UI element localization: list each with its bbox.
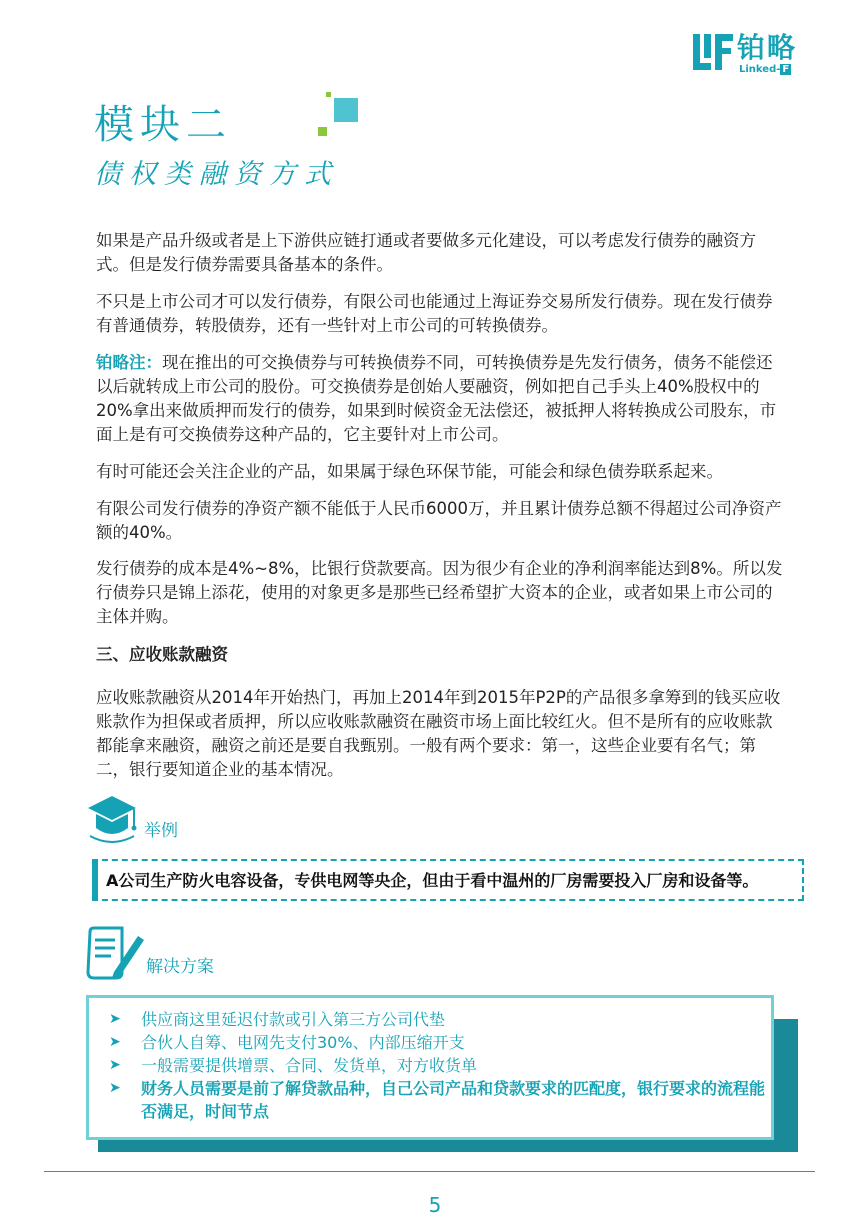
paragraph-green-bond: 有时可能还会关注企业的产品，如果属于绿色环保节能，可能会和绿色债券联系起来。 [96, 462, 723, 481]
paragraph-receivables-financing: 应收账款融资从2014年开始热门，再加上2014年到2015年P2P的产品很多拿筹到的钱买应收账款作为担保或者质押，所以应收账款融资在融资市场上面比较红火。但不是所有的应收账款都能拿来融资，融资之前还是要自我甄别。一般有两个要求：第一，这些企业要有名气；第二，银行要知道企业的基本情况。 [96, 688, 781, 779]
solution-item [89, 1054, 771, 1077]
logo-english-badge: F [782, 64, 790, 75]
graduation-cap-icon [86, 792, 138, 848]
paragraph-linked-note [96, 351, 786, 447]
example-text: A公司生产防火电容设备，专供电网等央企，但由于看中温州的厂房需要投入厂房和设备等。 [106, 871, 759, 890]
note-text: 现在推出的可交换债券与可转换债券不同，可转换债券是先发行债务，债务不能偿还以后就转成上市公司的股份。可交换债券是创始人要融资，例如把自己手头上40%股权中的20%拿出来做质押而发行的债券，如果到时候资金无法偿还，被抵押人将转换成公司股东，市面上是有可交换债券这种产品的，它主要针对上市公司。 [96, 353, 777, 444]
logo-english-name [739, 64, 791, 76]
example-label: 举例 [144, 821, 178, 841]
paragraph-bond-issuance-intro: 如果是产品升级或者是上下游供应链打通或者要做多元化建设，可以考虑发行债券的融资方式。但是发行债券需要具备基本的条件。 [96, 231, 756, 274]
module-subtitle: 债权类融资方式 [94, 159, 339, 190]
logo-mark-icon [693, 34, 733, 70]
solution-box [86, 995, 774, 1140]
module-title: 模块二 [94, 102, 232, 148]
paragraph-net-assets: 有限公司发行债券的净资产额不能低于人民币6000万，并且累计债券总额不得超过公司净资产额的40%。 [96, 499, 782, 542]
example-box [92, 859, 804, 901]
solution-list [89, 1008, 771, 1123]
solution-item-text: 供应商这里延迟付款或引入第三方公司代垫 [141, 1010, 446, 1029]
solution-item-text: 一般需要提供增票、合同、发货单，对方收货单 [141, 1056, 478, 1075]
paragraph-bond-types: 不只是上市公司才可以发行债券，有限公司也能通过上海证券交易所发行债券。现在发行债券有普通债券，转股债券，还有一些针对上市公司的可转换债券。 [96, 292, 773, 335]
solution-item [89, 1077, 771, 1123]
logo-english-text: Linked- [739, 64, 781, 75]
arrow-bullet-icon: ➤ [109, 1011, 121, 1027]
decorative-squares [316, 92, 366, 142]
section-heading: 三、应收账款融资 [96, 645, 228, 664]
page-number: 5 [428, 1193, 442, 1217]
example-accent-bar [92, 859, 98, 901]
arrow-bullet-icon: ➤ [109, 1057, 121, 1073]
document-pen-icon [84, 926, 146, 982]
logo-chinese-name: 铂略 [737, 31, 798, 64]
paragraph-bond-cost: 发行债券的成本是4%~8%，比银行贷款要高。因为很少有企业的净利润率能达到8%。所以发行债券只是锦上添花，使用的对象更多是那些已经希望扩大资本的企业，或者如果上市公司的主体并购。 [96, 559, 783, 626]
footer-divider [44, 1171, 815, 1172]
solution-item-text: 合伙人自筹、电网先支付30%、内部压缩开支 [141, 1033, 465, 1052]
arrow-bullet-icon: ➤ [109, 1080, 121, 1096]
arrow-bullet-icon: ➤ [109, 1034, 121, 1050]
solution-item [89, 1031, 771, 1054]
solution-item [89, 1008, 771, 1031]
solution-item-text: 财务人员需要是前了解贷款品种，自己公司产品和贷款要求的匹配度，银行要求的流程能否满足，时间节点 [141, 1079, 766, 1121]
solution-label: 解决方案 [146, 957, 214, 977]
note-label: 铂略注： [96, 353, 162, 372]
brand-logo [693, 30, 813, 76]
